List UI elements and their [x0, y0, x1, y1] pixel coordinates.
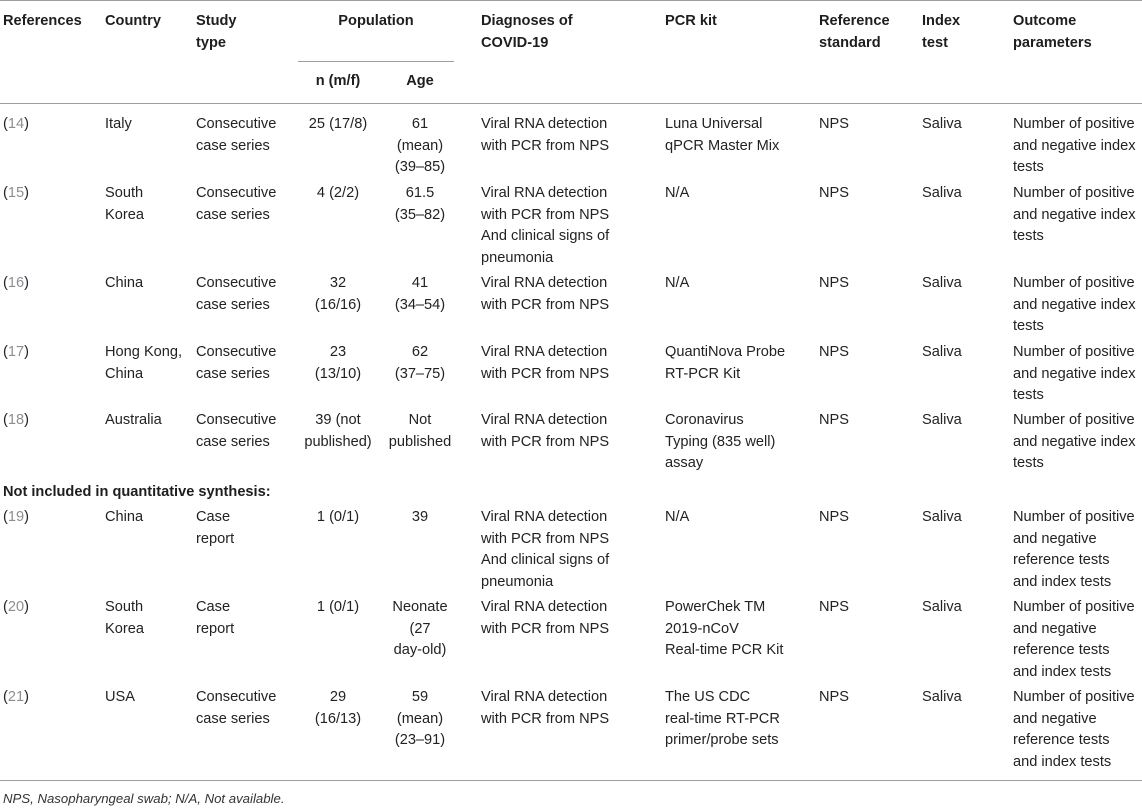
- table-cell-study-type: Case report: [196, 509, 235, 547]
- table-cell-age: 61 (mean) (39–85): [394, 116, 446, 175]
- table-cell-outcome: Number of positive and negative index tests: [1013, 344, 1136, 403]
- table-cell-ref-std: NPS: [819, 509, 850, 525]
- table-cell-ref-std: NPS: [819, 275, 850, 291]
- table-cell-study-type: Consecutive case series: [196, 116, 277, 154]
- table-cell-outcome: Number of positive and negative index tests: [1013, 275, 1136, 334]
- header-reference-standard: Reference standard: [819, 13, 890, 51]
- header-country: Country: [105, 13, 161, 29]
- table-cell-n: 1 (0/1): [316, 599, 360, 615]
- reference-link[interactable]: 14: [7, 116, 25, 132]
- table-cell-age: 61.5 (35–82): [394, 185, 446, 223]
- table-cell-study-type: Consecutive case series: [196, 412, 277, 450]
- table-cell-outcome: Number of positive and negative reference tests and index tests: [1013, 599, 1135, 680]
- table-cell-n: 39 (not published): [304, 412, 372, 450]
- table-footnote: NPS, Nasopharyngeal swab; N/A, Not available.: [3, 791, 285, 806]
- table-cell-index: Saliva: [922, 344, 962, 360]
- table-top-rule: [0, 0, 1142, 1]
- table-cell-diagnoses: Viral RNA detection with PCR from NPS: [481, 116, 610, 154]
- table-cell-ref-std: NPS: [819, 689, 850, 705]
- table-cell-n: 1 (0/1): [316, 509, 360, 525]
- table-cell-country: Hong Kong, China: [105, 344, 183, 382]
- table-cell-pcr-kit: Coronavirus Typing (835 well) assay: [665, 412, 776, 471]
- reference-link[interactable]: 18: [7, 412, 25, 428]
- table-cell-study-type: Case report: [196, 599, 235, 637]
- table-bottom-rule: [0, 780, 1142, 781]
- reference-link[interactable]: 16: [7, 275, 25, 291]
- header-age: Age: [406, 73, 434, 89]
- table-cell-study-type: Consecutive case series: [196, 275, 277, 313]
- table-cell-outcome: Number of positive and negative index tests: [1013, 412, 1136, 471]
- table-cell-n: 23 (13/10): [314, 344, 362, 382]
- table-cell-pcr-kit: QuantiNova Probe RT-PCR Kit: [665, 344, 786, 382]
- header-references: References: [3, 13, 82, 29]
- header-n: n (m/f): [315, 73, 361, 89]
- table-cell-index: Saliva: [922, 599, 962, 615]
- table-cell-pcr-kit: N/A: [665, 509, 690, 525]
- table-cell-n: 29 (16/13): [314, 689, 362, 727]
- header-bottom-rule: [0, 103, 1142, 104]
- table-cell-outcome: Number of positive and negative index tests: [1013, 116, 1136, 175]
- table-cell-n: 32 (16/16): [314, 275, 362, 313]
- table-cell-diagnoses: Viral RNA detection with PCR from NPS And clinical signs of pneumonia: [481, 185, 610, 266]
- table-cell-ref-std: NPS: [819, 599, 850, 615]
- table-cell-age: Neonate (27 day-old): [392, 599, 448, 658]
- table-cell-diagnoses: Viral RNA detection with PCR from NPS: [481, 344, 610, 382]
- table-cell-diagnoses: Viral RNA detection with PCR from NPS: [481, 599, 610, 637]
- table-cell-pcr-kit: The US CDC real-time RT-PCR primer/probe sets: [665, 689, 780, 748]
- table-row-ref: (21): [3, 689, 29, 705]
- table-cell-diagnoses: Viral RNA detection with PCR from NPS And clinical signs of pneumonia: [481, 509, 610, 590]
- table-cell-country: Australia: [105, 412, 162, 428]
- table-cell-age: Not published: [388, 412, 452, 450]
- table-cell-age: 59 (mean) (23–91): [394, 689, 446, 748]
- table-cell-age: 62 (37–75): [394, 344, 446, 382]
- header-pcr-kit: PCR kit: [665, 13, 717, 29]
- header-population: Population: [338, 13, 414, 29]
- table-cell-ref-std: NPS: [819, 344, 850, 360]
- reference-link[interactable]: 15: [7, 185, 25, 201]
- table-cell-diagnoses: Viral RNA detection with PCR from NPS: [481, 689, 610, 727]
- table-cell-index: Saliva: [922, 689, 962, 705]
- table-cell-ref-std: NPS: [819, 116, 850, 132]
- table-cell-outcome: Number of positive and negative reference tests and index tests: [1013, 689, 1135, 770]
- table-row-ref: (14): [3, 116, 29, 132]
- table-cell-pcr-kit: N/A: [665, 185, 690, 201]
- table-row-ref: (15): [3, 185, 29, 201]
- table-cell-index: Saliva: [922, 116, 962, 132]
- header-outcome: Outcome parameters: [1013, 13, 1092, 51]
- table-cell-study-type: Consecutive case series: [196, 344, 277, 382]
- table-cell-country: China: [105, 509, 144, 525]
- table-cell-diagnoses: Viral RNA detection with PCR from NPS: [481, 412, 610, 450]
- table-cell-index: Saliva: [922, 412, 962, 428]
- table-cell-country: China: [105, 275, 144, 291]
- table-cell-index: Saliva: [922, 509, 962, 525]
- table-cell-country: South Korea: [105, 185, 144, 223]
- table-cell-diagnoses: Viral RNA detection with PCR from NPS: [481, 275, 610, 313]
- table-row-ref: (17): [3, 344, 29, 360]
- table-cell-outcome: Number of positive and negative reference tests and index tests: [1013, 509, 1135, 590]
- table-row-ref: (18): [3, 412, 29, 428]
- table-cell-pcr-kit: PowerChek TM 2019-nCoV Real-time PCR Kit: [665, 599, 784, 658]
- table-cell-pcr-kit: Luna Universal qPCR Master Mix: [665, 116, 780, 154]
- table-cell-age: 41 (34–54): [394, 275, 446, 313]
- section-label-not-included: Not included in quantitative synthesis:: [3, 484, 271, 500]
- table-cell-country: Italy: [105, 116, 132, 132]
- header-index-test: Index test: [922, 13, 961, 51]
- table-cell-index: Saliva: [922, 185, 962, 201]
- table-cell-study-type: Consecutive case series: [196, 185, 277, 223]
- reference-link[interactable]: 21: [7, 689, 25, 705]
- table-cell-index: Saliva: [922, 275, 962, 291]
- table-cell-n: 4 (2/2): [316, 185, 360, 201]
- table-cell-country: South Korea: [105, 599, 144, 637]
- table-cell-study-type: Consecutive case series: [196, 689, 277, 727]
- table-cell-ref-std: NPS: [819, 412, 850, 428]
- population-subheader-rule: [298, 61, 454, 62]
- table-cell-pcr-kit: N/A: [665, 275, 690, 291]
- header-diagnoses: Diagnoses of COVID-19: [481, 13, 573, 51]
- table-row-ref: (16): [3, 275, 29, 291]
- table-cell-n: 25 (17/8): [308, 116, 368, 132]
- table-cell-age: 39: [411, 509, 429, 525]
- reference-link[interactable]: 20: [7, 599, 25, 615]
- table-cell-country: USA: [105, 689, 136, 705]
- reference-link[interactable]: 17: [7, 344, 25, 360]
- table-cell-outcome: Number of positive and negative index tests: [1013, 185, 1136, 244]
- reference-link[interactable]: 19: [7, 509, 25, 525]
- table-row-ref: (19): [3, 509, 29, 525]
- header-study-type: Study type: [196, 13, 237, 51]
- table-row-ref: (20): [3, 599, 29, 615]
- table-cell-ref-std: NPS: [819, 185, 850, 201]
